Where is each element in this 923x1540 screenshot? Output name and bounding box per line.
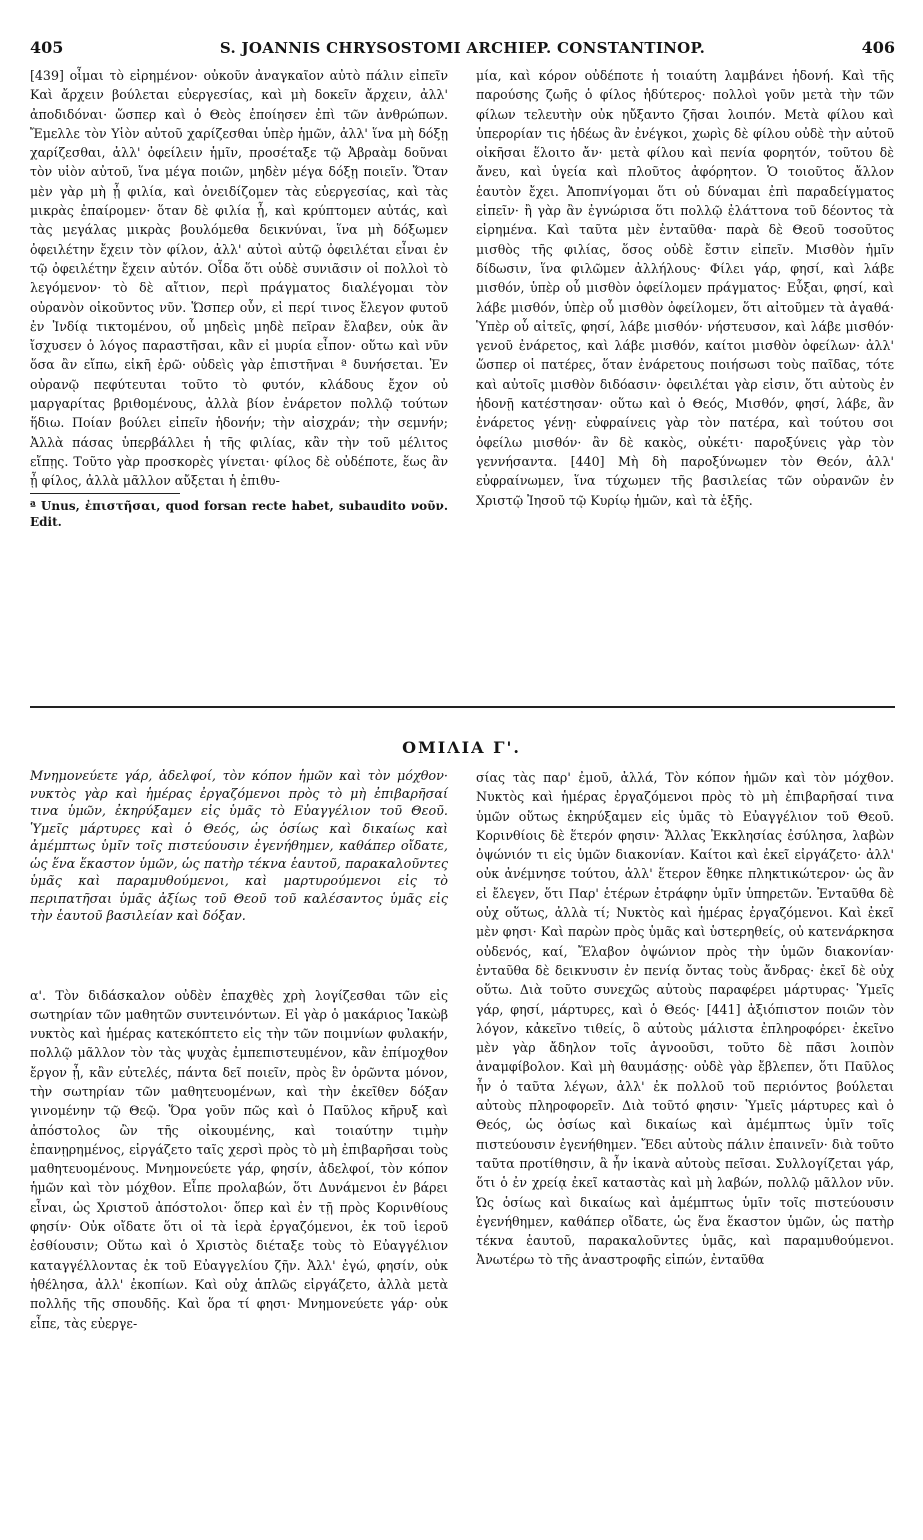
top-right-column bbox=[476, 66, 894, 510]
section-divider bbox=[30, 706, 895, 708]
footnote-divider bbox=[30, 493, 180, 494]
running-title: S. JOANNIS CHRYSOSTOMI ARCHIEP. CONSTANTINOP. bbox=[219, 39, 706, 57]
body-paragraph: [439] οἶμαι τὸ εἰρημένον· οὐκοῦν ἀναγκαῖον αὐτὸ πάλιν εἰπεῖν Καὶ ἄρχειν βούλεται εὐεργεσίας, καὶ μὴ δοκεῖν ἄρχειν, ἀλλ' ἀποδιδόναι· ὥσπερ καὶ ὁ Θεὸς ἐποίησεν ἐπὶ τῶν ἀνθρώπων. Ἔμελλε τὸν Υἱὸν αὐτοῦ χαρίζεσθαι ὑπὲρ ἡμῶν, ἀλλ' ἵνα μὴ δόξῃ χαρίζεσθαι, ἀλλ' ὀφείλειν ἡμῖν, προσέταξε τῷ Ἀβραὰμ δοῦναι τὸν υἱὸν αὐτοῦ, ἵνα μέγα ποιῶν, μηδὲν μέγα δόξῃ ποιεῖν. Ὅταν μὲν γὰρ μὴ ᾖ φιλία, καὶ ὀνειδίζομεν τὰς εὐεργεσίας, καὶ τὰς μικρὰς ἐπαίρομεν· ὅταν δὲ φιλία ᾖ, καὶ κρύπτομεν αὐτάς, καὶ τὰς μεγάλας μικρὰς βουλόμεθα δεικνύναι, ἵνα μὴ δόξωμεν ὀφειλέτην ἔχειν τὸν φίλον, ἀλλ' αὐτοὶ αὐτῷ ὀφειλέται εἶναι ἐν τῷ ὀφειλέτην ἔχειν αὐτόν. Οἶδα ὅτι οὐδὲ συνιᾶσιν οἱ πολλοὶ τὸ λεγόμενον· τὸ δὲ αἴτιον, περὶ πράγματος διαλέγομαι τὸν οὐρανὸν οἰκοῦντος νῦν. Ὥσπερ οὖν, εἰ περί τινος ἔλεγον φυτοῦ ἐν Ἰνδίᾳ τικτομένου, οὗ μηδεὶς μηδὲ πεῖραν ἔλαβεν, οὐκ ἂν ἴσχυσεν ὁ λόγος παραστῆσαι, κἂν εἰ μυρία εἶπον· οὕτω καὶ νῦν ὅσα ἂν εἴπω, εἰκῆ ἐρῶ· οὐδεὶς γὰρ ἐπιστῆναι ª δυνήσεται. Ἐν οὐρανῷ πεφύτευται τοῦτο τὸ φυτόν, κλάδους ἔχον οὐ μαργαρίτας βριθομένους, ἀλλὰ βίον ἐνάρετον πολλῷ τούτων ἥδιω. Ποίαν βούλει εἰπεῖν ἡδονήν; τὴν αἰσχράν; τὴν σεμνήν; Ἀλλὰ πάσας ὑπερβάλλει ἡ τῆς φιλίας, κἂν τὴν τοῦ μέλιτος εἴπῃς. Τοῦτο γὰρ προσκορὲς γίνεται· φίλος δὲ οὐδέποτε, ἕως ἂν ᾖ φίλος, ἀλλὰ μᾶλλον αὔξεται ἡ ἐπιθυ- bbox=[30, 68, 448, 489]
page-number-right: 406 bbox=[861, 38, 895, 57]
page-header bbox=[30, 38, 895, 60]
bottom-right-column bbox=[476, 768, 894, 1270]
footnote: ª Unus, ἐπιστῆσαι, quod forsan recte habet, subaudito νοῦν. Edit. bbox=[30, 498, 448, 529]
page-number-left: 405 bbox=[30, 38, 64, 57]
top-left-column bbox=[30, 66, 448, 530]
homily-title: ΟΜΙΛΙΑ Γ'. bbox=[402, 738, 521, 757]
body-paragraph: α'. Τὸν διδάσκαλον οὐδὲν ἐπαχθὲς χρὴ λογίζεσθαι τῶν εἰς σωτηρίαν τῶν μαθητῶν συντεινόντων. Εἰ γὰρ ὁ μακάριος Ἰακὼβ νυκτὸς καὶ ἡμέρας κατεκόπτετο εἰς τὴν τῶν ποιμνίων φυλακήν, πολλῷ μᾶλλον τὸν τὰς ψυχὰς ἐμπεπιστευμένον, κἂν ἐπίμοχθον ἔργον ᾖ, κἂν εὐτελές, πάντα δεῖ ποιεῖν, πρὸς ἓν ὁρῶντα μόνον, τὴν σωτηρίαν τῶν μαθητευομένων, καὶ τὴν ἐκεῖθεν δόξαν γινομένην τῷ Θεῷ. Ὅρα γοῦν πῶς καὶ ὁ Παῦλος κῆρυξ καὶ ἀπόστολος ὢν τῆς οἰκουμένης, καὶ τοιαύτην τιμὴν ἐπανῃρημένος, εἰργάζετο ταῖς χερσὶ πρὸς τὸ μὴ ἐπιβαρῆσαι τοὺς μαθητευομένους. Μνημονεύετε γάρ, φησίν, ἀδελφοί, τὸν κόπον ἡμῶν καὶ τὸν μόχθον. Εἶπε προλαβών, ὅτι Δυνάμενοι ἐν βάρει εἶναι, ὡς Χριστοῦ ἀπόστολοι· ὅπερ καὶ ἐν τῇ πρὸς Κορινθίους φησίν· Οὐκ οἴδατε ὅτι οἱ τὰ ἱερὰ ἐργαζόμενοι, ἐκ τοῦ ἱεροῦ ἐσθίουσιν; Οὕτω καὶ ὁ Χριστὸς διέταξε τοὺς τὸ Εὐαγγέλιον καταγγέλλοντας ἐκ τοῦ Εὐαγγελίου ζῆν. Ἀλλ' ἐγώ, φησίν, οὐκ ἠθέλησα, ἀλλ' ἐκοπίων. Καὶ οὐχ ἁπλῶς εἰργάζετο, ἀλλὰ μετὰ πολλῆς τῆς σπουδῆς. Καὶ ὅρα τί φησι· Μνημονεύετε γάρ· οὐκ εἶπε, τὰς εὐεργε- bbox=[30, 987, 448, 1331]
body-paragraph: μία, καὶ κόρον οὐδέποτε ἡ τοιαύτη λαμβάνει ἡδονή. Καὶ τῆς παρούσης ζωῆς ὁ φίλος ἡδύτερος· πολλοὶ γοῦν μετὰ τὴν τῶν φίλων τελευτὴν οὐκ ηὔξαντο ζῆσαι λοιπόν. Μετὰ φίλου καὶ ὑπερορίαν τις ἡδέως ἂν ἐνέγκοι, χωρὶς δὲ φίλου οὐδὲ τὴν αὐτοῦ οἰκῆσαι ἕλοιτο ἄν· μετὰ φίλου καὶ πενία φορητόν, τοῦτου δὲ ἄνευ, καὶ ὑγεία καὶ πλοῦτος ἀφόρητον. Ὁ τοιοῦτος ἄλλον ἑαυτὸν ἔχει. Ἀποπνίγομαι ὅτι οὐ δύναμαι ἐπὶ παραδείγματος εἰπεῖν· ἢ γὰρ ἂν ἐγνώρισα ὅτι πολλῷ ἐλάττονα τοῦ δέοντος τὰ εἰρημένα. Καὶ ταῦτα μὲν ἐνταῦθα· παρὰ δὲ Θεοῦ τοσοῦτος μισθὸς τῆς φιλίας, ὅσος οὐδὲ ἔστιν εἰπεῖν. Μισθὸν ἡμῖν δίδωσιν, ἵνα φιλῶμεν ἀλλήλους· Φίλει γάρ, φησί, καὶ λάβε μισθόν, ὑπὲρ οὗ μισθὸν ὀφείλομεν πράγματος· Εὖξαι, φησί, καὶ λάβε μισθόν, ὑπὲρ οὗ μισθὸν ὀφείλομεν, ὅτι αἰτοῦμεν τὰ ἀγαθά· Ὑπὲρ οὗ αἰτεῖς, φησί, λάβε μισθόν· νήστευσον, καὶ λάβε μισθόν· γενοῦ ἐνάρετος, καὶ λάβε μισθόν, καίτοι μισθὸν ὀφείλων· ἀλλ' ὥσπερ οἱ πατέρες, ὅταν ἐνάρετους ποιήσωσι τοὺς παῖδας, τότε καὶ αὐτοῖς μισθὸν διδόασιν· ὀφειλέται γὰρ εἰσιν, ὅτι αὐτοὺς ἐν ἡδονῇ κατέστησαν· οὕτω καὶ ὁ Θεός, Μισθόν, φησί, λάβε, ἂν ἐνάρετος γένῃ· εὐφραίνεις γὰρ τὸν πατέρα, καὶ τούτου σοι ὀφείλω μισθόν· ἂν δὲ κακὸς, οὐκέτι· παροξύνεις γὰρ τὸν γεννήσαντα. [440] Μὴ δὴ παροξύνωμεν τὸν Θεόν, ἀλλ' εὐφραίνωμεν, ἵνα τύχωμεν τῆς βασιλείας τῶν οὐρανῶν ἐν Χριστῷ Ἰησοῦ τῷ Κυρίῳ ἡμῶν, καὶ τὰ ἑξῆς. bbox=[476, 68, 894, 508]
bottom-left-column bbox=[30, 768, 448, 1333]
body-paragraph: σίας τὰς παρ' ἐμοῦ, ἀλλά, Τὸν κόπον ἡμῶν καὶ τὸν μόχθον. Νυκτὸς καὶ ἡμέρας ἐργαζόμενοι πρὸς τὸ μὴ ἐπιβαρῆσαί τινα ὑμῶν οὕτως ἐκηρύξαμεν εἰς ὑμᾶς τὸ Εὐαγγέλιον τοῦ Θεοῦ. Κορινθίοις δὲ ἕτερόν φησιν· Ἄλλας Ἐκκλησίας ἐσύλησα, λαβὼν ὀψώνιόν τι εἰς ὑμῶν διακονίαν. Καίτοι καὶ ἐκεῖ εἰργάζετο· ἀλλ' οὐκ ἀνέμνησε τούτου, ἀλλ' ἕτερον ἔθηκε πληκτικώτερον· ὡς ἂν εἰ ἔλεγεν, ὅτι Παρ' ἑτέρων ἐτράφην ὑμῖν ὑπηρετῶν. Ἐνταῦθα δὲ οὐχ οὕτως, ἀλλὰ τί; Νυκτὸς καὶ ἡμέρας ἐργαζόμενοι. Καὶ ἐκεῖ μὲν φησι· Καὶ παρὼν πρὸς ὑμᾶς καὶ ὑστερηθείς, οὐ κατενάρκησα οὐδενός, καί, Ἔλαβον ὀψώνιον πρὸς τὴν ὑμῶν διακονίαν· ἐνταῦθα δὲ δεικνυσιν ἐν πενίᾳ ὄντας τοὺς ἄνδρας· ἐκεῖ δὲ οὐχ οὕτω. Διὰ τοῦτο συνεχῶς αὐτοὺς παραφέρει μάρτυρας· Ὑμεῖς γάρ, φησί, μάρτυρες, καὶ ὁ Θεός· [441] ἀξιόπιστον ποιῶν τὸν λόγον, κἀκεῖνο τιθείς, ὃ αὐτοὺς μάλιστα ἐπληροφόρει· ἐκεῖνο μὲν γὰρ ἄδηλον τοῖς ἀγνοοῦσι, τοῦτο δὲ πᾶσι λοιπὸν ἀναμφίβολον. Καὶ μὴ θαυμάσῃς· οὐδὲ γὰρ ἔβλεπεν, ὅτι Παῦλος ἦν ὁ ταῦτα λέγων, ἀλλ' ἐκ πολλοῦ τοῦ περιόντος βούλεται αὐτοὺς πληροφορεῖν. Διὰ τοῦτό φησιν· Ὑμεῖς μάρτυρες καὶ ὁ Θεός, ὡς ὁσίως καὶ δικαίως καὶ ἀμέμπτως ὑμῖν τοῖς πιστεύουσιν ἐγενήθημεν. Ἔδει αὐτοὺς πάλιν ἐπαινεῖν· διὰ τοῦτο ταῦτα προτίθησιν, ἃ ἦν ἱκανὰ αὐτοὺς πεῖσαι. Συλλογίζεται γάρ, ὅτι ὁ ἐν χρείᾳ ἐκεῖ καταστὰς καὶ μὴ λαβών, πολλῷ μᾶλλον νῦν. Ὡς ὁσίως καὶ δικαίως καὶ ἀμέμπτως ὑμῖν τοῖς πιστεύουσιν ἐγενήθημεν, καθάπερ οἴδατε, ὡς ἕνα ἕκαστον ὑμῶν, ὡς πατὴρ τέκνα ἑαυτοῦ, παρακαλοῦντες ὑμᾶς, καὶ παραμυθούμενοι. Ἀνωτέρω τὸ τῆς ἀναστροφῆς εἰπών, ἐνταῦθα bbox=[476, 770, 894, 1268]
scripture-passage: Μνημονεύετε γάρ, ἀδελφοί, τὸν κόπον ἡμῶν καὶ τὸν μόχθον· νυκτὸς γὰρ καὶ ἡμέρας ἐργαζόμενοι πρὸς τὸ μὴ ἐπιβαρῆσαί τινα ὑμῶν, ἐκηρύξαμεν εἰς ὑμᾶς τὸ Εὐαγγέλιον τοῦ Θεοῦ. Ὑμεῖς μάρτυρες καὶ ὁ Θεός, ὡς ὁσίως καὶ δικαίως καὶ ἀμέμπτως ὑμῖν τοῖς πιστεύουσιν ἐγενήθημεν, καθάπερ οἴδατε, ὡς ἕνα ἕκαστον ὑμῶν, ὡς πατὴρ τέκνα ἑαυτοῦ, παρακαλοῦντες ὑμᾶς καὶ παραμυθούμενοι, καὶ μαρτυρούμενοι εἰς τὸ περιπατῆσαι ὑμᾶς ἀξίως τοῦ Θεοῦ τοῦ καλέσαντος ὑμᾶς εἰς τὴν ἑαυτοῦ βασιλείαν καὶ δόξαν. bbox=[30, 769, 448, 924]
